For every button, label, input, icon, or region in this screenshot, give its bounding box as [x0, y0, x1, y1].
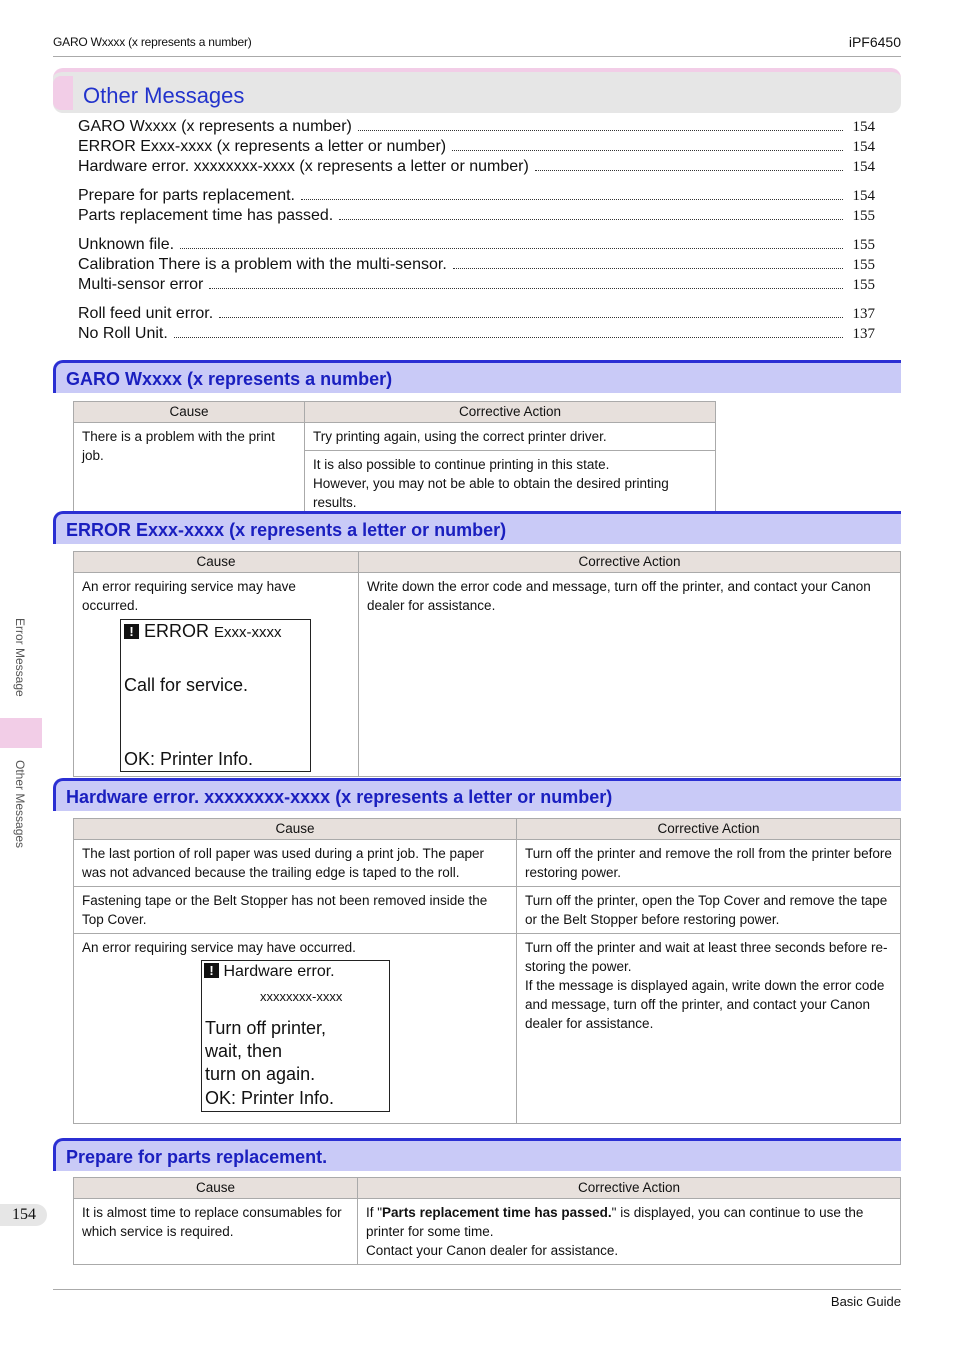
cause-header: Cause	[74, 402, 305, 423]
action-cell: If "Parts replacement time has passed." is displayed, you can continue to use the printer for some time. Contact your Canon dealer for assistance.	[358, 1199, 901, 1265]
warning-icon: !	[204, 963, 219, 978]
action-header: Corrective Action	[358, 1178, 901, 1199]
section-heading-error: ERROR Exxx-xxxx (x represents a letter or number)	[53, 511, 901, 544]
toc-entry[interactable]: Calibration There is a problem with the multi-sensor. 155	[78, 256, 875, 273]
cause-cell: An error requiring service may have occurred. ! ERROR Exxx-xxxx Call for service. OK: Printer Info.	[74, 573, 359, 777]
cause-cell: An error requiring service may have occurred. ! Hardware error. xxxxxxxx-xxxx Turn off printer, wait, then turn on again. OK: Printer Info.	[74, 934, 517, 1124]
toc-title: Other Messages	[83, 83, 245, 108]
toc-entry[interactable]: Prepare for parts replacement. 154	[78, 187, 875, 204]
error-table	[73, 551, 901, 777]
footer-divider	[53, 1289, 901, 1290]
side-tab-other-messages[interactable]: Other Messages	[13, 760, 27, 849]
section-heading-prepare: Prepare for parts replacement.	[53, 1138, 901, 1171]
cause-header: Cause	[74, 1178, 358, 1199]
lcd-panel-error: ! ERROR Exxx-xxxx Call for service. OK: Printer Info.	[120, 619, 311, 772]
section-heading-hardware: Hardware error. xxxxxxxx-xxxx (x represents a letter or number)	[53, 778, 901, 811]
toc-entry[interactable]: Parts replacement time has passed. 155	[78, 207, 875, 224]
action-cell: Turn off the printer and wait at least three seconds before re-storing the power. If the message is displayed again, write down the error code and message, turn off the printer, and contact your Canon dealer for assistance.	[517, 934, 901, 1124]
action-cell: Try printing again, using the correct printer driver.	[305, 423, 716, 451]
cause-cell: The last portion of roll paper was used during a print job. The paper was not advanced because the trailing edge is taped to the roll.	[74, 840, 517, 887]
action-cell: Write down the error code and message, turn off the printer, and contact your Canon dealer for assistance.	[359, 573, 901, 777]
action-header: Corrective Action	[517, 819, 901, 840]
cause-cell: There is a problem with the print job.	[74, 423, 305, 517]
warning-icon: !	[124, 624, 139, 639]
action-cell: It is also possible to continue printing in this state. However, you may not be able to obtain the desired printing results.	[305, 451, 716, 517]
page-number: 154	[0, 1204, 47, 1226]
side-tab-error-message[interactable]: Error Message	[13, 618, 27, 697]
toc-entry[interactable]: GARO Wxxxx (x represents a number) 154	[78, 118, 875, 135]
running-header-model: iPF6450	[848, 34, 901, 50]
prepare-table	[73, 1177, 901, 1265]
action-cell: Turn off the printer, open the Top Cover and remove the tape or the Belt Stopper before restoring power.	[517, 887, 901, 934]
garo-table	[73, 401, 716, 517]
toc-entry[interactable]: Hardware error. xxxxxxxx-xxxx (x represents a letter or number) 154	[78, 158, 875, 175]
footer-title: Basic Guide	[830, 1294, 901, 1309]
toc-heading-box	[53, 68, 901, 113]
lcd-panel-hardware: ! Hardware error. xxxxxxxx-xxxx Turn off printer, wait, then turn on again. OK: Printer Info.	[201, 960, 390, 1112]
toc-entry[interactable]: Multi-sensor error 155	[78, 276, 875, 293]
cause-header: Cause	[74, 552, 359, 573]
cause-header: Cause	[74, 819, 517, 840]
toc-heading-accent	[53, 76, 73, 110]
toc-entry[interactable]: Roll feed unit error. 137	[78, 305, 875, 322]
table-of-contents	[78, 118, 875, 345]
action-header: Corrective Action	[305, 402, 716, 423]
cause-cell: It is almost time to replace consumables for which service is required.	[74, 1199, 358, 1265]
header-divider	[53, 56, 901, 57]
side-tab-marker	[0, 718, 42, 748]
hardware-table	[73, 818, 901, 1124]
cause-cell: Fastening tape or the Belt Stopper has not been removed inside the Top Cover.	[74, 887, 517, 934]
section-heading-garo: GARO Wxxxx (x represents a number)	[53, 360, 901, 393]
running-header-title: GARO Wxxxx (x represents a number)	[53, 35, 252, 49]
action-header: Corrective Action	[359, 552, 901, 573]
toc-entry[interactable]: ERROR Exxx-xxxx (x represents a letter or number) 154	[78, 138, 875, 155]
toc-entry[interactable]: Unknown file. 155	[78, 236, 875, 253]
action-cell: Turn off the printer and remove the roll from the printer before restoring power.	[517, 840, 901, 887]
toc-entry[interactable]: No Roll Unit. 137	[78, 325, 875, 342]
